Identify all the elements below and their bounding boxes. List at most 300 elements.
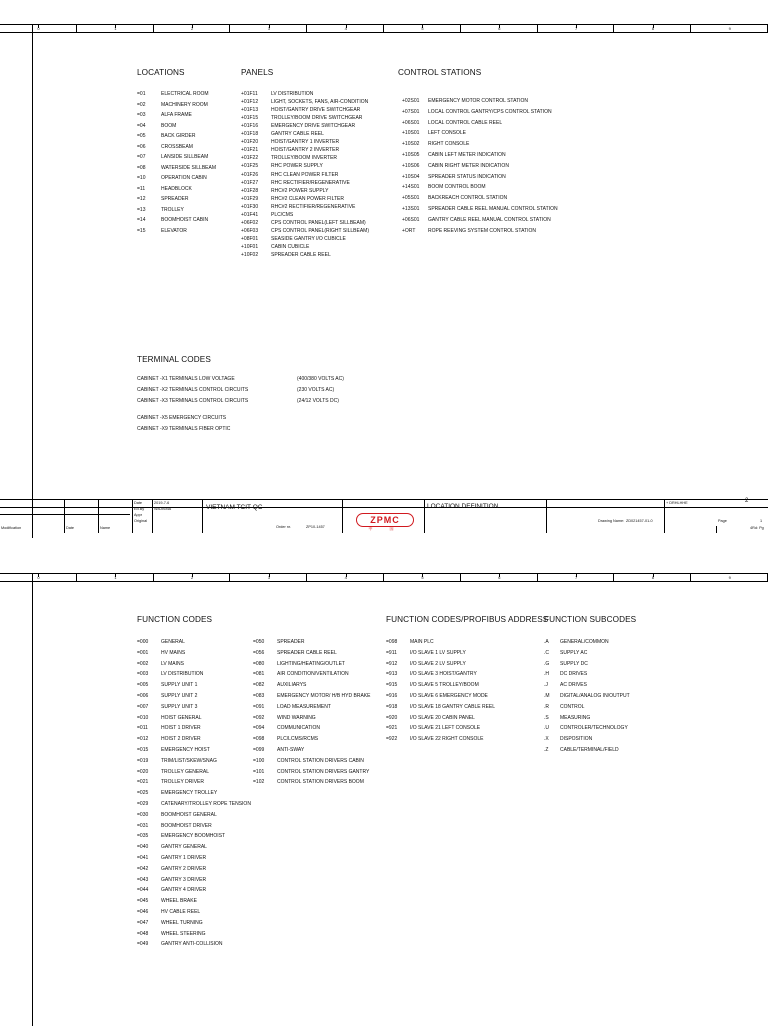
description: HOIST 2 DRIVER — [161, 736, 201, 743]
code: =092 — [253, 714, 265, 721]
location-row — [137, 186, 192, 192]
description: CABIN RIGHT METER INDICATION — [428, 162, 509, 169]
description: GANTRY 3 DRIVER — [161, 876, 207, 883]
code: +10S05 — [402, 152, 420, 158]
function-code-row — [137, 639, 185, 645]
description: DC DRIVES — [560, 671, 588, 678]
control-station-row — [402, 141, 469, 147]
profibus-row — [386, 650, 466, 656]
description: WIND WARNING — [277, 714, 316, 721]
description: SPREADER CABLE REEL MANUAL CONTROL STATION — [428, 206, 558, 212]
description: BACKREACH CONTROL STATION — [428, 195, 508, 202]
code: =06 — [137, 143, 146, 150]
panel-row — [241, 244, 309, 250]
control-station-row — [402, 152, 506, 158]
description: BOOMHOIST DRIVER — [161, 822, 212, 829]
code: =11 — [137, 185, 146, 192]
code: +01F16 — [241, 123, 259, 130]
description: SEASIDE GANTRY I/O CUBICLE — [271, 235, 346, 242]
description: I/O SLAVE 5 TROLLEY/BOOM — [410, 682, 479, 689]
code: +10S04 — [402, 173, 420, 180]
code: =911 — [386, 649, 397, 656]
description: HV MAINS — [161, 649, 186, 656]
description: DIGITAL/ANALOG IN/OUTPUT — [560, 693, 630, 699]
function-code-row — [253, 747, 304, 753]
terminal-row — [137, 426, 377, 432]
code: =015 — [137, 747, 149, 753]
code: +10S06 — [402, 162, 420, 169]
code: =083 — [253, 693, 265, 699]
function-code-row — [253, 704, 331, 710]
code: .H — [544, 671, 549, 678]
code: =002 — [137, 660, 149, 667]
function-code-row — [137, 833, 225, 839]
description: LANSIDE SILLBEAM — [161, 154, 209, 160]
function-code-row — [137, 650, 185, 656]
description: CONTROL STATION DRIVERS GANTRY — [277, 768, 370, 775]
description: BOOMHOIST GENERAL — [161, 811, 217, 818]
description: TRIM/LIST/SKEW/SNAG — [161, 757, 217, 764]
code: =011 — [137, 725, 148, 732]
description: PLC/LCMS/RCMS — [277, 736, 319, 743]
description: WATERSIDE SILLBEAM — [161, 164, 217, 171]
description: HV CABLE REEL — [161, 909, 201, 915]
code: +05S01 — [402, 195, 420, 202]
drawing-name-label: Drawing Name: — [598, 519, 625, 523]
description: RHC#2 CLEAN POWER FILTER — [271, 195, 344, 202]
description: LOAD MEASUREMENT — [277, 703, 331, 710]
function-code-row — [137, 704, 197, 710]
function-code-row — [253, 779, 364, 785]
code: =031 — [137, 822, 149, 829]
zone-number: 6 — [498, 26, 501, 31]
description: GANTRY ANTI-COLLISION — [161, 941, 223, 948]
description: TROLLEY DRIVER — [161, 779, 204, 786]
code: +01F21 — [241, 147, 259, 154]
description: EMERGENCY MOTOR/ H/B HYD BRAKE — [277, 693, 371, 699]
terminal-codes-heading: TERMINAL CODES — [137, 355, 211, 364]
terminal-cabinet: CABINET -X9 — [137, 426, 168, 432]
zone-number: 2 — [191, 575, 194, 580]
control-station-row — [402, 195, 507, 201]
description: CONTROL STATION DRIVERS CABIN — [277, 757, 364, 764]
code: =01 — [137, 91, 146, 97]
description: SPREADER — [277, 639, 305, 645]
code: +06S01 — [402, 216, 420, 223]
code: +01F27 — [241, 179, 259, 186]
terminal-desc: TERMINALS FIBER OPTIC — [169, 426, 231, 432]
function-code-row — [137, 693, 197, 699]
code: =050 — [253, 639, 265, 645]
zone-number: 0 — [37, 575, 40, 580]
profibus-heading: FUNCTION CODES/PROFIBUS ADDRESS — [386, 615, 549, 624]
order-label: Order nr. — [276, 525, 291, 529]
description: GANTRY 2 DRIVER — [161, 865, 207, 872]
function-code-row — [253, 736, 318, 742]
name-column-label: Name — [100, 526, 111, 530]
code: +10S01 — [402, 130, 420, 137]
subcode-row — [544, 671, 587, 677]
description: RHC POWER SUPPLY — [271, 163, 323, 170]
description: AIR CONDITION/VENTILATION — [277, 671, 349, 678]
control-station-row — [402, 206, 558, 212]
description: MAIN PLC — [410, 639, 434, 645]
location-row — [137, 228, 187, 234]
description: I/O SLAVE 3 HOIST/GANTRY — [410, 671, 477, 678]
panel-row — [241, 236, 346, 242]
terminal-cabinet: CABINET -X1 — [137, 376, 168, 382]
description: BOOM CONTROL BOOM — [428, 184, 486, 191]
zone-number: 0 — [37, 26, 40, 31]
code: =13 — [137, 206, 146, 213]
code: =021 — [137, 779, 149, 786]
description: LOCAL CONTROL CABLE REEL — [428, 119, 503, 126]
code: =099 — [253, 747, 265, 753]
code: =010 — [137, 714, 149, 721]
terminal-desc: TERMINALS CONTROL CIRCUITS — [169, 387, 249, 393]
date-label: Date — [134, 501, 143, 505]
code: +01F12 — [241, 99, 259, 106]
code: =02 — [137, 101, 146, 108]
description: I/O SLAVE 6 EMERGENCY MODE — [410, 693, 488, 699]
code: =03 — [137, 112, 146, 118]
code: =14 — [137, 217, 146, 223]
subcode-row — [544, 661, 588, 667]
code: =101 — [253, 768, 265, 775]
description: OPERATION CABIN — [161, 175, 207, 181]
function-code-row — [137, 725, 201, 731]
panel-row — [241, 155, 337, 161]
function-code-row — [137, 779, 204, 785]
code: +01F26 — [241, 171, 259, 178]
description: HOIST 1 DRIVER — [161, 725, 201, 732]
edited-by-value: WAJISMA — [154, 507, 172, 511]
code: =08 — [137, 164, 146, 171]
function-code-row — [137, 769, 209, 775]
zone-number: 5 — [421, 26, 424, 31]
function-code-row — [137, 931, 206, 937]
description: TROLLEY GENERAL — [161, 768, 209, 775]
zone-number: 9 — [728, 575, 731, 580]
approved-label: Appr — [134, 513, 143, 517]
description: RHC#2 RECTIFIER/REGENERATIVE — [271, 203, 356, 210]
control-station-row — [402, 184, 486, 190]
description: TROLLEY/BOOM INVERTER — [271, 155, 338, 162]
original-label: Original — [134, 519, 148, 523]
code: +02S01 — [402, 98, 420, 104]
description: RHC#2 POWER SUPPLY — [271, 187, 329, 194]
description: WHEEL STEERING — [161, 930, 206, 937]
terminal-cabinet: CABINET -X2 — [137, 387, 168, 393]
profibus-row — [386, 704, 495, 710]
code: +06F02 — [241, 219, 259, 226]
drawing-sheet-function-codes — [0, 573, 768, 1024]
function-code-row — [137, 898, 197, 904]
subcode-row — [544, 693, 630, 699]
zone-number: 6 — [498, 575, 501, 580]
terminal-desc: TERMINALS CONTROL CIRCUITS — [169, 398, 249, 404]
code: +06S01 — [402, 119, 420, 126]
code: =029 — [137, 801, 149, 807]
code: +06F03 — [241, 227, 259, 234]
panel-row — [241, 252, 331, 258]
description: LV DISTRIBUTION — [271, 91, 314, 97]
zone-number: 5 — [421, 575, 424, 580]
description: HOIST/GANTRY 2 INVERTER — [271, 147, 340, 154]
code: =020 — [137, 768, 149, 775]
code: =913 — [386, 671, 398, 678]
description: EMERGENCY BOOMHOIST — [161, 833, 226, 840]
profibus-row — [386, 693, 488, 699]
code: =042 — [137, 865, 149, 872]
description: WHEEL TURNING — [161, 919, 203, 926]
description: TROLLEY/BOOM DRIVE SWITCHGEAR — [271, 115, 363, 122]
zone-number: 1 — [114, 26, 117, 31]
subcode-row — [544, 736, 592, 742]
description: AUXILIARYS — [277, 682, 307, 689]
description: GANTRY GENERAL — [161, 844, 207, 851]
function-code-row — [137, 877, 206, 883]
description: COMMUNICATION — [277, 725, 320, 732]
function-code-row — [137, 920, 203, 926]
sheet-number: 2 — [745, 498, 749, 504]
location-row — [137, 154, 208, 160]
code: =003 — [137, 671, 149, 678]
function-code-row — [137, 671, 203, 677]
logo-subtext: 中 国 — [368, 526, 402, 531]
code: =098 — [386, 639, 398, 645]
function-code-row — [253, 758, 364, 764]
description: LIGHT, SOCKETS, FANS, AIR-CONDITION — [271, 99, 369, 106]
code: .A — [544, 639, 549, 645]
description: WHEEL BRAKE — [161, 898, 197, 905]
code: +10F01 — [241, 243, 259, 250]
terminal-volts: (230 VOLTS AC) — [297, 387, 335, 393]
code: .S — [544, 714, 549, 721]
zone-number: 7 — [575, 575, 578, 580]
function-code-row — [253, 639, 305, 645]
code: +10F02 — [241, 252, 259, 258]
code: =000 — [137, 639, 149, 645]
zpmc-logo — [356, 513, 414, 527]
profibus-row — [386, 671, 477, 677]
description: GENERAL/COMMON — [560, 639, 609, 645]
code: =921 — [386, 725, 398, 732]
description: GANTRY 4 DRIVER — [161, 887, 207, 894]
code: =044 — [137, 887, 149, 894]
description: LEFT CONSOLE — [428, 130, 466, 137]
code: =041 — [137, 855, 149, 861]
code: .X — [544, 736, 549, 743]
code: =043 — [137, 876, 149, 883]
function-code-row — [137, 866, 206, 872]
description: HEADBLOCK — [161, 185, 192, 192]
description: GANTRY 1 DRIVER — [161, 855, 207, 861]
description: AC DRIVES — [560, 682, 587, 689]
page-label: Page — [718, 519, 727, 523]
terminal-row — [137, 398, 377, 404]
control-station-row — [402, 228, 536, 234]
document-title: LOCATION DEFINITION — [427, 503, 499, 510]
profibus-row — [386, 725, 480, 731]
panel-row — [241, 196, 344, 202]
description: ELEVATOR — [161, 227, 187, 234]
location-row — [137, 123, 176, 129]
code: =007 — [137, 703, 149, 710]
code: +01F25 — [241, 163, 259, 170]
description: TROLLEY — [161, 206, 184, 213]
date-column-label: Date — [66, 526, 75, 530]
code: =001 — [137, 649, 149, 656]
description: I/O SLAVE 21 LEFT CONSOLE — [410, 725, 481, 732]
code: =045 — [137, 898, 149, 905]
code: =098 — [253, 736, 265, 743]
description: SUPPLY AC — [560, 649, 588, 656]
description: EMERGENCY MOTOR CONTROL STATION — [428, 98, 529, 104]
code: +01F13 — [241, 107, 259, 114]
description: SPREADER — [161, 196, 189, 202]
locations-heading: LOCATIONS — [137, 68, 185, 77]
code: =006 — [137, 693, 149, 699]
code: +01F11 — [241, 91, 258, 97]
location-row — [137, 175, 207, 181]
description: EMERGENCY TROLLEY — [161, 790, 218, 797]
order-value: ZP10-1457 — [306, 525, 325, 529]
description: SUPPLY UNIT 1 — [161, 682, 198, 689]
description: ELECTRICAL ROOM — [161, 91, 209, 97]
terminal-row — [137, 387, 377, 393]
description: LV DISTRIBUTION — [161, 671, 204, 678]
panel-row — [241, 131, 324, 137]
description: I/O SLAVE 1 LV SUPPLY — [410, 649, 466, 656]
panel-row — [241, 123, 355, 129]
code: .C — [544, 649, 549, 656]
logo-text: ZPMC — [370, 515, 400, 525]
description: DISPOSITION — [560, 736, 593, 743]
function-code-row — [137, 736, 201, 742]
code: =918 — [386, 703, 398, 710]
panel-row — [241, 139, 339, 145]
code: =916 — [386, 693, 398, 699]
description: GANTRY CABLE REEL — [271, 131, 324, 138]
function-subcodes-heading: FUNCTION SUBCODES — [544, 615, 637, 624]
panel-row — [241, 212, 293, 218]
code: =100 — [253, 757, 265, 764]
zone-number: 3 — [267, 575, 271, 580]
profibus-row — [386, 736, 483, 742]
code: .Z — [544, 747, 549, 753]
description: CPS CONTROL PANEL(RIGHT SILLBEAM) — [271, 227, 369, 234]
code: =080 — [253, 660, 265, 667]
description: PLC/CMS — [271, 211, 294, 218]
code: =12 — [137, 196, 146, 202]
description: EMERGENCY DRIVE SWITCHGEAR — [271, 123, 356, 130]
description: SUPPLY UNIT 2 — [161, 693, 198, 699]
description: CONTROLER/TECHNOLOGY — [560, 725, 628, 732]
function-code-row — [137, 747, 210, 753]
code: .R — [544, 703, 549, 710]
description: SUPPLY DC — [560, 660, 588, 667]
control-station-row — [402, 174, 506, 180]
code: =10 — [137, 175, 146, 181]
code: +01F20 — [241, 139, 259, 146]
terminal-row — [137, 376, 377, 382]
function-code-row — [253, 715, 316, 721]
function-code-row — [137, 855, 206, 861]
code: =912 — [386, 660, 398, 667]
panels-heading: PANELS — [241, 68, 274, 77]
code: =922 — [386, 736, 398, 743]
control-station-row — [402, 130, 466, 136]
code: =082 — [253, 682, 265, 689]
code: =025 — [137, 790, 149, 797]
description: SPREADER CABLE REEL — [271, 252, 331, 258]
control-station-row — [402, 120, 502, 126]
drawing-sheet-location-definition — [0, 24, 768, 538]
code: =915 — [386, 682, 398, 689]
code: =048 — [137, 930, 149, 937]
function-code-row — [137, 758, 217, 764]
location-row — [137, 217, 208, 223]
control-station-row — [402, 217, 551, 223]
description: LV MAINS — [161, 660, 184, 667]
subcode-row — [544, 639, 609, 645]
subcode-row — [544, 725, 628, 731]
function-code-row — [253, 661, 345, 667]
function-code-row — [137, 823, 212, 829]
location-row — [137, 91, 209, 97]
subcode-row — [544, 704, 584, 710]
panel-row — [241, 220, 366, 226]
function-code-row — [137, 801, 251, 807]
code: =05 — [137, 133, 146, 139]
code: +ORT — [402, 227, 416, 234]
description: CATENARY/TROLLEY ROPE TENSION — [161, 801, 251, 807]
code: +14S01 — [402, 184, 420, 191]
description: ALFA FRAME — [161, 112, 192, 118]
location-row — [137, 112, 192, 118]
control-stations-heading: CONTROL STATIONS — [398, 68, 482, 77]
description: CPS CONTROL PANEL(LEFT SILLBEAM) — [271, 219, 366, 226]
panel-row — [241, 99, 368, 105]
location-row — [137, 102, 208, 108]
code: =081 — [253, 671, 265, 678]
code: +01F22 — [241, 155, 259, 162]
subcode-row — [544, 682, 587, 688]
description: CABLE/TERMINAL/FIELD — [560, 747, 619, 753]
code: +01F29 — [241, 195, 259, 202]
panel-row — [241, 172, 338, 178]
code: =091 — [253, 703, 265, 710]
description: I/O SLAVE 2 LV SUPPLY — [410, 660, 466, 667]
function-code-row — [137, 661, 184, 667]
profibus-row — [386, 682, 479, 688]
zone-number: 4 — [344, 26, 347, 31]
terminal-row — [137, 415, 377, 421]
code: +01F18 — [241, 131, 259, 138]
function-code-row — [253, 769, 369, 775]
drawing-name-value: ZD021457-01-0 — [626, 519, 653, 523]
function-code-row — [253, 650, 337, 656]
description: RIGHT CONSOLE — [428, 141, 470, 148]
location-row — [137, 207, 184, 213]
code: .U — [544, 725, 549, 732]
code: +01F28 — [241, 187, 259, 194]
panel-row — [241, 147, 339, 153]
description: GENERAL — [161, 639, 185, 645]
code: =012 — [137, 736, 149, 743]
profibus-row — [386, 639, 434, 645]
